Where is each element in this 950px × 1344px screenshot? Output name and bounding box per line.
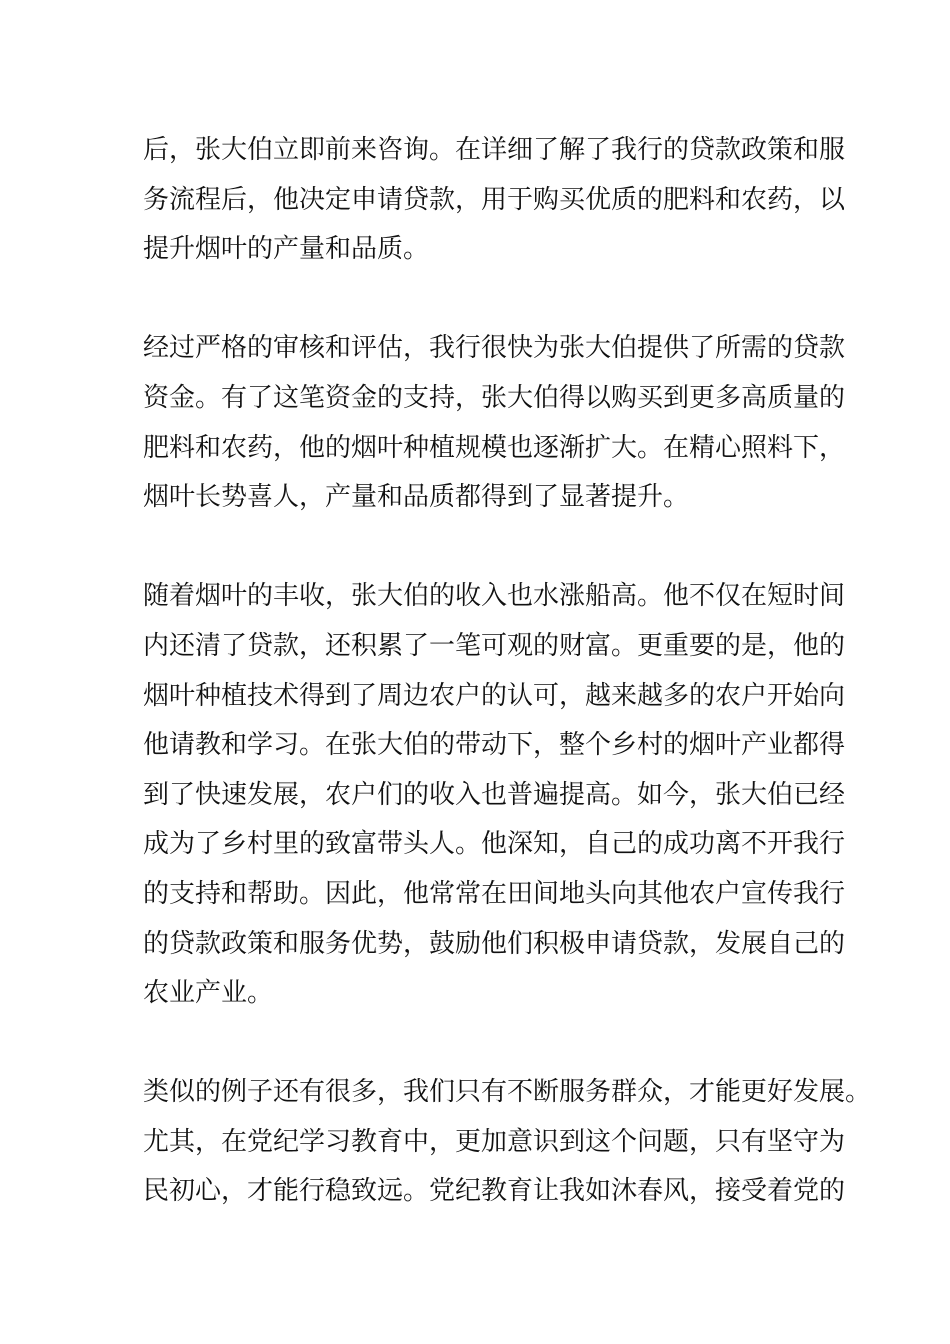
document-body [143, 126, 872, 1267]
text-line: 内还清了贷款，还积累了一笔可观的财富。更重要的是，他的 [143, 630, 846, 661]
text-line: 肥料和农药，他的烟叶种植规模也逐渐扩大。在精心照料下， [143, 432, 846, 463]
text-line: 烟叶长势喜人，产量和品质都得到了显著提升。 [143, 482, 690, 513]
text-line: 成为了乡村里的致富带头人。他深知，自己的成功离不开我行 [143, 829, 846, 860]
text-line: 的贷款政策和服务优势，鼓励他们积极申请贷款，发展自己的 [143, 928, 846, 959]
text-line: 后，张大伯立即前来咨询。在详细了解了我行的贷款政策和服 [143, 135, 846, 165]
text-line: 务流程后，他决定申请贷款，用于购买优质的肥料和农药，以 [143, 184, 846, 215]
text-line: 到了快速发展，农户们的收入也普遍提高。如今，张大伯已经 [143, 779, 846, 810]
paragraph-1 [143, 126, 846, 275]
text-line: 类似的例子还有很多，我们只有不断服务群众，才能更好发展。 [143, 1077, 872, 1108]
text-line: 提升烟叶的产量和品质。 [143, 234, 430, 265]
paragraph-2 [143, 324, 846, 522]
text-line: 随着烟叶的丰收，张大伯的收入也水涨船高。他不仅在短时间 [143, 581, 846, 612]
text-line: 烟叶种植技术得到了周边农户的认可，越来越多的农户开始向 [143, 680, 846, 711]
text-line: 资金。有了这笔资金的支持，张大伯得以购买到更多高质量的 [143, 382, 846, 413]
text-line: 农业产业。 [143, 978, 274, 1009]
text-line: 民初心，才能行稳致远。党纪教育让我如沐春风，接受着党的 [143, 1176, 846, 1207]
text-line: 经过严格的审核和评估，我行很快为张大伯提供了所需的贷款 [143, 333, 846, 364]
paragraph-4 [143, 1068, 872, 1217]
paragraph-3 [143, 572, 846, 1018]
text-line: 尤其，在党纪学习教育中，更加意识到这个问题，只有坚守为 [143, 1126, 846, 1157]
text-line: 的支持和帮助。因此，他常常在田间地头向其他农户宣传我行 [143, 878, 846, 909]
text-line: 他请教和学习。在张大伯的带动下，整个乡村的烟叶产业都得 [143, 730, 846, 761]
